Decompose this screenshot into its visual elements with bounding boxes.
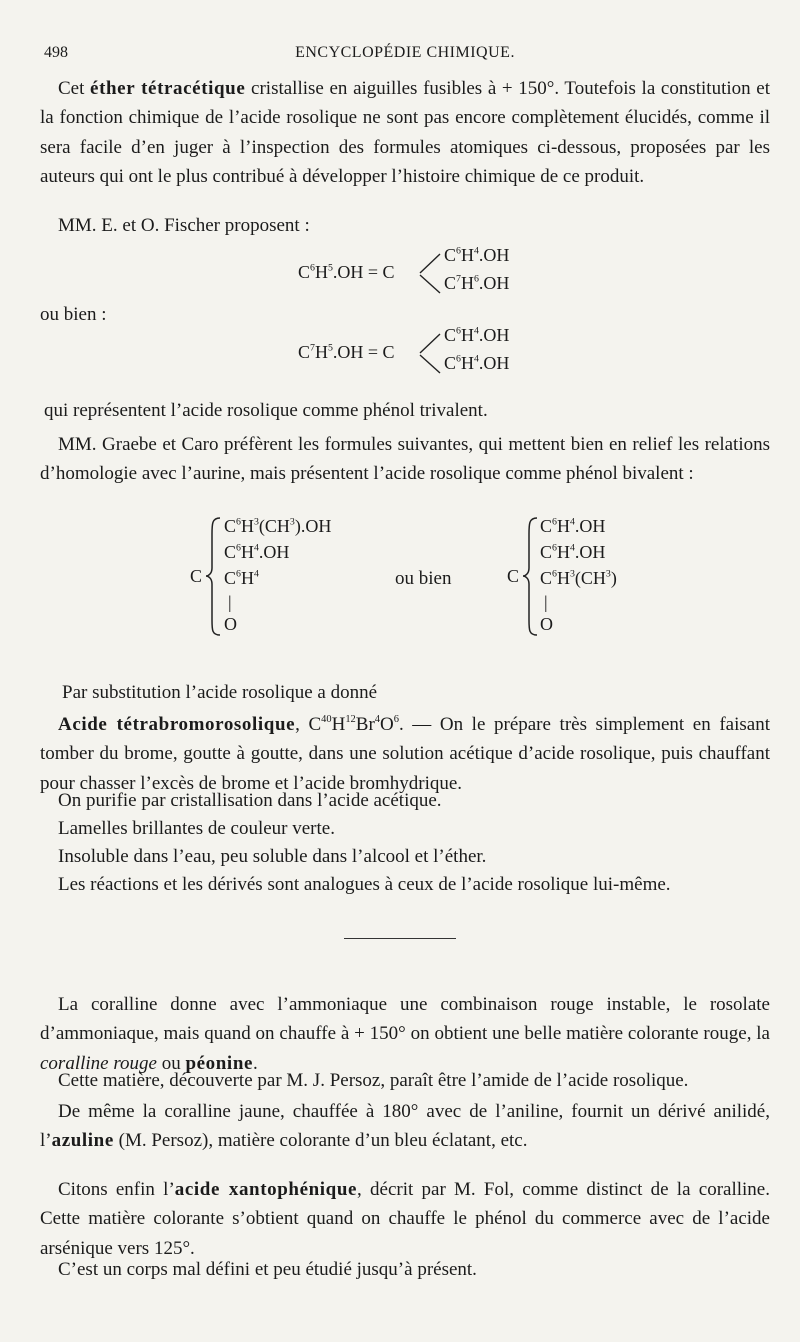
formula-graebe-1 (190, 514, 390, 639)
section-divider (344, 938, 456, 939)
term-ether-tetracetique: éther tétracétique (90, 78, 246, 99)
term-peonine: péonine (185, 1052, 254, 1074)
term-azuline: azuline (51, 1130, 114, 1152)
paragraph-tetrabromo: Acide tétrabromorosolique, $C^{40}H^{12}Br^4O^6$. — On le prépare très simplement en faisant tomber du brome, goutte à goutte, dans une solution acétique d’acide rosolique, puis chauffant pour chasser l’excès de brome et l’acide bromhydrique. (40, 714, 770, 794)
final-line: C’est un corps mal défini et peu étudié jusqu’à présent. (58, 1259, 477, 1280)
formula-left-part: $C^7H^5.OH = C$ (298, 342, 395, 362)
page-header (44, 44, 766, 68)
formula-line-3: $C^6H^4$ (224, 568, 259, 588)
formula-upper-branch: $C^6H^4.OH$ (444, 325, 510, 345)
solubility-line: Insoluble dans l’eau, peu soluble dans l’alcool et l’éther. (58, 846, 487, 867)
fischer-intro: MM. E. et O. Fischer proposent : (58, 215, 310, 236)
formula-tetrabromo: , $C^{40}H^{12}Br^4O^6$. (295, 714, 404, 735)
paragraph-azuline: De même la coralline jaune, chauffée à 180° avec de l’aniline, fournit un dérivé anilidé, l’azuline (M. Persoz), matière colorante d’un bleu éclatant, etc. (40, 1101, 770, 1152)
paragraph-ether-tetracetique: Cet éther tétracétique cristallise en aiguilles fusibles à + 150°. Toutefois la constitution et la fonction chimique de l’acide rosolique ne sont pas encore complètement élucidés, comme il sera facile d’en juger à l’inspection des formules atomiques ci-dessous, proposées par les auteurs qui ont le plus contribué à développer l’histoire chimique de ce produit. (40, 78, 770, 187)
formula-fischer-1 (298, 245, 538, 301)
formula-upper-branch: $C^6H^4.OH$ (444, 245, 510, 265)
page-number: 498 (44, 44, 68, 61)
formula-line-1: $C^6H^3(CH^3).OH$ (224, 516, 332, 536)
term-acide-xantophenique: acide xantophénique (174, 1179, 358, 1200)
formula-left-part: $C^6H^5.OH = C$ (298, 262, 395, 282)
ou-bien-label: ou bien : (40, 304, 107, 325)
reactions-line: Les réactions et les dérivés sont analogues à ceux de l’acide rosolique lui-même. (58, 874, 671, 895)
paragraph-xantophenique: Citons enfin l’acide xantophénique, décrit par M. Fol, comme distinct de la coralline. Cette matière colorante s’obtient quand on chauffe le phénol du commerce avec de l’acide arsénique vers 125°. (40, 1179, 770, 1259)
paragraph-graebe-caro: MM. Graebe et Caro préfèrent les formules suivantes, qui mettent bien en relief les relations d’homologie avec l’aurine, mais présentent l’acide rosolique comme phénol bivalent : (40, 434, 770, 485)
appearance-line: Lamelles brillantes de couleur verte. (58, 818, 335, 839)
running-title: ENCYCLOPÉDIE CHIMIQUE. (295, 44, 515, 61)
formula-line-3: $C^6H^3(CH^3)$ (540, 568, 617, 588)
formula-bond: | (544, 592, 548, 612)
formula-oxygen: O (224, 614, 237, 634)
persoz-line: Cette matière, découverte par M. J. Persoz, paraît être l’amide de l’acide rosolique. (58, 1070, 689, 1091)
term-coralline-rouge: coralline rouge (40, 1052, 157, 1074)
formula-lower-branch: $C^7H^6.OH$ (444, 273, 510, 293)
formula-line-1: $C^6H^4.OH$ (540, 516, 606, 536)
formula-line-2: $C^6H^4.OH$ (224, 542, 290, 562)
trivalent-line: qui représentent l’acide rosolique comme phénol trivalent. (44, 400, 488, 421)
formula-brace (521, 514, 541, 639)
formula-central-c: C (507, 566, 520, 586)
term-acide-tetrabromorosolique: Acide tétrabromorosolique (58, 714, 296, 735)
formula-central-c: C (190, 566, 203, 586)
formula-bond: | (228, 592, 232, 612)
purification-line: On purifie par cristallisation dans l’acide acétique. (58, 790, 442, 811)
formula-brace (204, 514, 224, 639)
formula-fischer-2 (298, 325, 538, 381)
formula-oxygen: O (540, 614, 553, 634)
paragraph-coralline: La coralline donne avec l’ammoniaque une combinaison rouge instable, le rosolate d’ammoniaque, mais quand on chauffe à + 150° on obtient une belle matière colorante rouge, la coralline rouge ou péonine. (40, 994, 770, 1074)
substitution-line: Par substitution l’acide rosolique a donné (62, 682, 378, 703)
ou-bien-label-2: ou bien (395, 568, 452, 589)
formula-line-2: $C^6H^4.OH$ (540, 542, 606, 562)
formula-graebe-2 (507, 514, 707, 639)
formula-lower-branch: $C^6H^4.OH$ (444, 353, 510, 373)
